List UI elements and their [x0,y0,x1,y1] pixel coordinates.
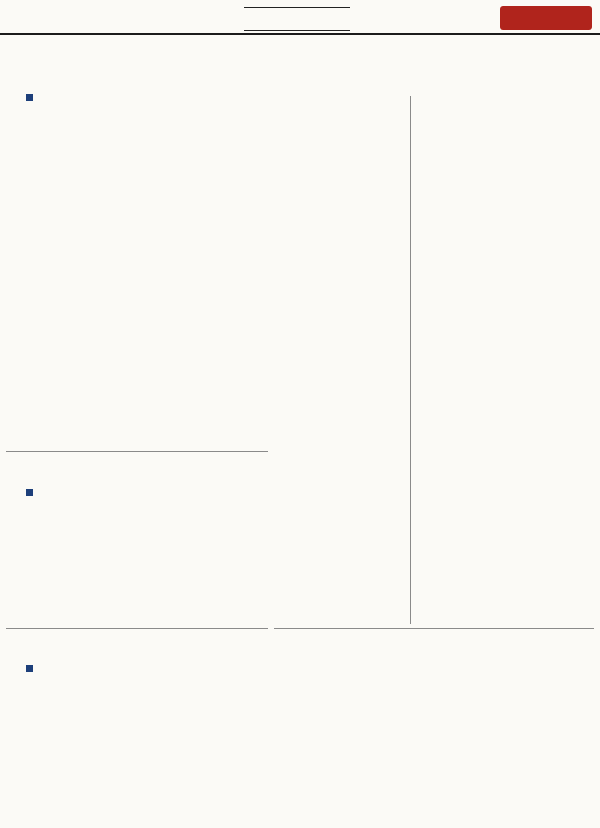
paper-logo [500,6,592,30]
closed-door-col1 [6,500,134,624]
rule-olympic [274,628,594,629]
olympic-headline-line2 [274,656,594,678]
door-threshold-col1 [6,678,134,824]
lead-col2-p2 [140,322,268,448]
lead-col3-p2 [274,366,406,448]
olympic-col2 [382,684,486,824]
olympic-col1 [274,684,378,824]
lead-col3-p1 [274,96,406,342]
section-header-box [244,7,350,31]
rule-closed-door [6,451,268,452]
door-threshold-byline [26,664,35,674]
masthead-rule [0,33,600,35]
lead-byline [26,93,35,103]
closed-door-byline [26,488,35,498]
rule-door-threshold [6,628,268,629]
lead-headline [30,40,570,84]
right-column-divider [410,96,411,624]
olympic-headline-line1 [274,634,594,656]
door-threshold-col2 [140,668,268,824]
byline-icon [26,665,33,672]
lead-col4-text [274,452,406,622]
lead-col2-p1 [140,96,268,318]
right-column-text-bottom [416,266,594,612]
byline-icon [26,94,33,101]
closed-door-headline [6,456,268,484]
door-threshold-headline [6,632,268,660]
lead-col1-intro [6,108,134,204]
closed-door-col2 [140,490,268,624]
right-column-text-top [416,96,594,244]
lead-col1-body [6,224,134,448]
byline-icon [26,489,33,496]
olympic-col3 [490,684,594,814]
